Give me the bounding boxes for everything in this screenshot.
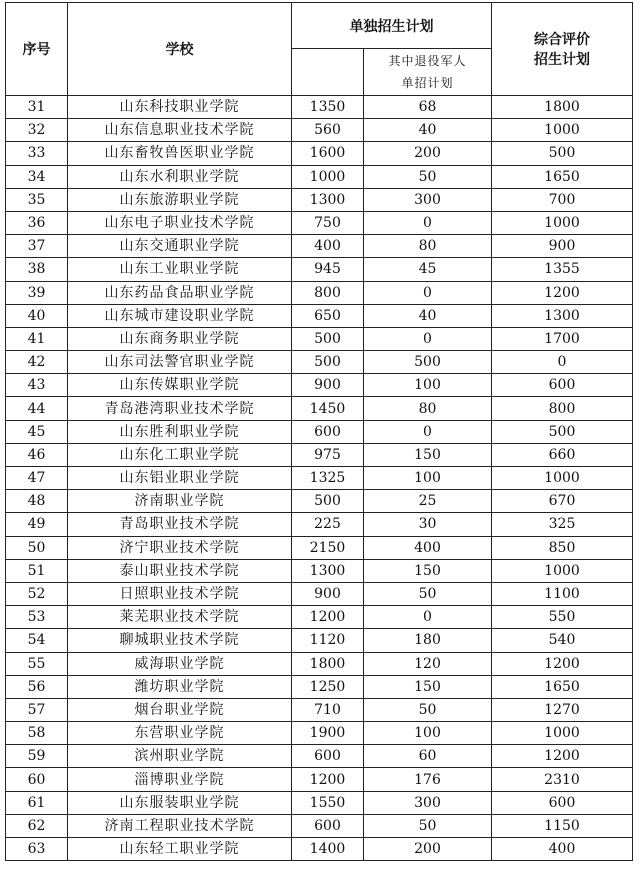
- cell-seq: 40: [6, 304, 68, 327]
- cell-veteran-plan: 300: [364, 791, 492, 814]
- cell-seq: 46: [6, 443, 68, 466]
- cell-comprehensive-plan: 1000: [492, 467, 633, 490]
- cell-comprehensive-plan: 550: [492, 606, 633, 629]
- cell-veteran-plan: 0: [364, 606, 492, 629]
- cell-comprehensive-plan: 1000: [492, 119, 633, 142]
- cell-school: 滨州职业学院: [68, 745, 292, 768]
- cell-comprehensive-plan: 540: [492, 629, 633, 652]
- cell-school: 山东科技职业学院: [68, 96, 292, 119]
- cell-veteran-plan: 45: [364, 258, 492, 281]
- cell-school: 山东轻工职业学院: [68, 838, 292, 861]
- cell-seq: 50: [6, 536, 68, 559]
- table-row: [6, 536, 633, 559]
- cell-single-plan: 1250: [292, 675, 364, 698]
- table-row: [6, 443, 633, 466]
- table-row: [6, 165, 633, 188]
- cell-school: 山东药品食品职业学院: [68, 281, 292, 304]
- cell-comprehensive-plan: 1800: [492, 96, 633, 119]
- cell-seq: 47: [6, 467, 68, 490]
- cell-single-plan: 600: [292, 745, 364, 768]
- cell-veteran-plan: 100: [364, 722, 492, 745]
- cell-seq: 59: [6, 745, 68, 768]
- header-comprehensive-line1: 综合评价: [534, 32, 590, 48]
- cell-comprehensive-plan: 325: [492, 513, 633, 536]
- header-veteran-line2: 单招计划: [401, 76, 454, 90]
- table-header: [6, 3, 633, 96]
- header-veteran: [364, 49, 492, 96]
- cell-seq: 53: [6, 606, 68, 629]
- cell-single-plan: 1400: [292, 838, 364, 861]
- table-row: [6, 467, 633, 490]
- cell-comprehensive-plan: 1270: [492, 698, 633, 721]
- cell-single-plan: 800: [292, 281, 364, 304]
- cell-seq: 37: [6, 235, 68, 258]
- cell-seq: 57: [6, 698, 68, 721]
- cell-school: 烟台职业学院: [68, 698, 292, 721]
- header-veteran-line1: 其中退役军人: [388, 54, 467, 68]
- cell-seq: 58: [6, 722, 68, 745]
- cell-veteran-plan: 300: [364, 188, 492, 211]
- cell-comprehensive-plan: 1000: [492, 722, 633, 745]
- header-comprehensive: [492, 3, 633, 96]
- table-row: [6, 791, 633, 814]
- cell-seq: 48: [6, 490, 68, 513]
- cell-veteran-plan: 0: [364, 420, 492, 443]
- cell-single-plan: 1450: [292, 397, 364, 420]
- cell-school: 青岛港湾职业技术学院: [68, 397, 292, 420]
- cell-single-plan: 1900: [292, 722, 364, 745]
- cell-single-plan: 500: [292, 327, 364, 350]
- table-row: [6, 188, 633, 211]
- table-row: [6, 652, 633, 675]
- cell-seq: 60: [6, 768, 68, 791]
- header-single-enrollment: 单独招生计划: [292, 3, 492, 49]
- table-row: [6, 304, 633, 327]
- cell-single-plan: 1200: [292, 606, 364, 629]
- cell-seq: 41: [6, 327, 68, 350]
- table-row: [6, 745, 633, 768]
- cell-comprehensive-plan: 500: [492, 420, 633, 443]
- cell-comprehensive-plan: 1200: [492, 745, 633, 768]
- cell-veteran-plan: 50: [364, 814, 492, 837]
- table-row: [6, 838, 633, 861]
- cell-veteran-plan: 100: [364, 467, 492, 490]
- table-row: [6, 490, 633, 513]
- cell-single-plan: 225: [292, 513, 364, 536]
- cell-seq: 43: [6, 374, 68, 397]
- cell-comprehensive-plan: 900: [492, 235, 633, 258]
- cell-seq: 52: [6, 582, 68, 605]
- cell-comprehensive-plan: 850: [492, 536, 633, 559]
- cell-school: 山东服装职业学院: [68, 791, 292, 814]
- cell-school: 山东商务职业学院: [68, 327, 292, 350]
- cell-seq: 63: [6, 838, 68, 861]
- cell-veteran-plan: 80: [364, 397, 492, 420]
- cell-school: 山东旅游职业学院: [68, 188, 292, 211]
- cell-single-plan: 1325: [292, 467, 364, 490]
- cell-comprehensive-plan: 1200: [492, 281, 633, 304]
- cell-comprehensive-plan: 1700: [492, 327, 633, 350]
- header-comprehensive-line2: 招生计划: [534, 52, 590, 68]
- cell-single-plan: 560: [292, 119, 364, 142]
- table-row: [6, 258, 633, 281]
- cell-single-plan: 945: [292, 258, 364, 281]
- cell-veteran-plan: 150: [364, 443, 492, 466]
- cell-school: 潍坊职业学院: [68, 675, 292, 698]
- cell-seq: 44: [6, 397, 68, 420]
- cell-single-plan: 650: [292, 304, 364, 327]
- cell-comprehensive-plan: 1650: [492, 165, 633, 188]
- cell-seq: 36: [6, 211, 68, 234]
- table-row: [6, 606, 633, 629]
- cell-single-plan: 1120: [292, 629, 364, 652]
- cell-comprehensive-plan: 1100: [492, 582, 633, 605]
- cell-single-plan: 900: [292, 374, 364, 397]
- table-row: [6, 119, 633, 142]
- table-row: [6, 629, 633, 652]
- cell-single-plan: 1300: [292, 188, 364, 211]
- cell-veteran-plan: 40: [364, 304, 492, 327]
- table-row: [6, 768, 633, 791]
- table-row: [6, 513, 633, 536]
- header-seq: 序号: [6, 3, 68, 96]
- cell-seq: 32: [6, 119, 68, 142]
- cell-school: 山东传媒职业学院: [68, 374, 292, 397]
- cell-single-plan: 1350: [292, 96, 364, 119]
- table-row: [6, 420, 633, 443]
- cell-veteran-plan: 0: [364, 281, 492, 304]
- cell-single-plan: 1300: [292, 559, 364, 582]
- cell-comprehensive-plan: 0: [492, 351, 633, 374]
- cell-seq: 62: [6, 814, 68, 837]
- cell-comprehensive-plan: 500: [492, 142, 633, 165]
- cell-single-plan: 600: [292, 814, 364, 837]
- table-row: [6, 142, 633, 165]
- cell-comprehensive-plan: 2310: [492, 768, 633, 791]
- cell-school: 威海职业学院: [68, 652, 292, 675]
- cell-seq: 56: [6, 675, 68, 698]
- table-row: [6, 351, 633, 374]
- cell-veteran-plan: 50: [364, 698, 492, 721]
- table-row: [6, 235, 633, 258]
- cell-seq: 34: [6, 165, 68, 188]
- table-row: [6, 96, 633, 119]
- cell-school: 日照职业技术学院: [68, 582, 292, 605]
- cell-seq: 35: [6, 188, 68, 211]
- cell-school: 山东城市建设职业学院: [68, 304, 292, 327]
- cell-school: 山东司法警官职业学院: [68, 351, 292, 374]
- cell-single-plan: 1550: [292, 791, 364, 814]
- cell-veteran-plan: 30: [364, 513, 492, 536]
- cell-seq: 39: [6, 281, 68, 304]
- cell-comprehensive-plan: 1650: [492, 675, 633, 698]
- cell-comprehensive-plan: 1300: [492, 304, 633, 327]
- cell-comprehensive-plan: 1200: [492, 652, 633, 675]
- cell-school: 聊城职业技术学院: [68, 629, 292, 652]
- table-row: [6, 374, 633, 397]
- cell-veteran-plan: 50: [364, 582, 492, 605]
- cell-seq: 42: [6, 351, 68, 374]
- cell-veteran-plan: 500: [364, 351, 492, 374]
- cell-comprehensive-plan: 600: [492, 791, 633, 814]
- cell-veteran-plan: 150: [364, 559, 492, 582]
- cell-school: 青岛职业技术学院: [68, 513, 292, 536]
- header-school: 学校: [68, 3, 292, 96]
- cell-veteran-plan: 80: [364, 235, 492, 258]
- cell-school: 山东水利职业学院: [68, 165, 292, 188]
- cell-comprehensive-plan: 1150: [492, 814, 633, 837]
- cell-veteran-plan: 176: [364, 768, 492, 791]
- cell-school: 东营职业学院: [68, 722, 292, 745]
- cell-single-plan: 975: [292, 443, 364, 466]
- cell-comprehensive-plan: 660: [492, 443, 633, 466]
- cell-school: 淄博职业学院: [68, 768, 292, 791]
- cell-veteran-plan: 180: [364, 629, 492, 652]
- cell-single-plan: 710: [292, 698, 364, 721]
- cell-school: 济南工程职业技术学院: [68, 814, 292, 837]
- cell-veteran-plan: 0: [364, 211, 492, 234]
- cell-single-plan: 2150: [292, 536, 364, 559]
- cell-comprehensive-plan: 700: [492, 188, 633, 211]
- cell-comprehensive-plan: 1000: [492, 211, 633, 234]
- cell-school: 山东电子职业技术学院: [68, 211, 292, 234]
- cell-single-plan: 400: [292, 235, 364, 258]
- cell-school: 山东工业职业学院: [68, 258, 292, 281]
- cell-seq: 33: [6, 142, 68, 165]
- table-row: [6, 327, 633, 350]
- cell-comprehensive-plan: 1355: [492, 258, 633, 281]
- cell-single-plan: 1000: [292, 165, 364, 188]
- table-row: [6, 211, 633, 234]
- cell-single-plan: 500: [292, 490, 364, 513]
- cell-comprehensive-plan: 600: [492, 374, 633, 397]
- cell-seq: 54: [6, 629, 68, 652]
- table-row: [6, 281, 633, 304]
- cell-single-plan: 1800: [292, 652, 364, 675]
- cell-seq: 45: [6, 420, 68, 443]
- cell-veteran-plan: 68: [364, 96, 492, 119]
- table-body: [6, 96, 633, 861]
- cell-comprehensive-plan: 800: [492, 397, 633, 420]
- cell-school: 山东信息职业技术学院: [68, 119, 292, 142]
- table-row: [6, 397, 633, 420]
- cell-seq: 61: [6, 791, 68, 814]
- cell-seq: 38: [6, 258, 68, 281]
- enrollment-plan-table: [5, 2, 633, 861]
- cell-single-plan: 900: [292, 582, 364, 605]
- cell-single-plan: 500: [292, 351, 364, 374]
- cell-veteran-plan: 100: [364, 374, 492, 397]
- table-row: [6, 559, 633, 582]
- cell-single-plan: 1600: [292, 142, 364, 165]
- cell-single-plan: 600: [292, 420, 364, 443]
- table-row: [6, 698, 633, 721]
- cell-school: 山东交通职业学院: [68, 235, 292, 258]
- cell-school: 济南职业学院: [68, 490, 292, 513]
- cell-veteran-plan: 200: [364, 142, 492, 165]
- cell-school: 山东铝业职业学院: [68, 467, 292, 490]
- cell-comprehensive-plan: 400: [492, 838, 633, 861]
- table-row: [6, 814, 633, 837]
- cell-veteran-plan: 50: [364, 165, 492, 188]
- cell-school: 山东胜利职业学院: [68, 420, 292, 443]
- cell-seq: 31: [6, 96, 68, 119]
- cell-school: 莱芜职业技术学院: [68, 606, 292, 629]
- cell-seq: 49: [6, 513, 68, 536]
- table-row: [6, 722, 633, 745]
- cell-veteran-plan: 400: [364, 536, 492, 559]
- cell-veteran-plan: 60: [364, 745, 492, 768]
- cell-single-plan: 750: [292, 211, 364, 234]
- cell-comprehensive-plan: 670: [492, 490, 633, 513]
- cell-school: 济宁职业技术学院: [68, 536, 292, 559]
- cell-school: 山东化工职业学院: [68, 443, 292, 466]
- cell-school: 山东畜牧兽医职业学院: [68, 142, 292, 165]
- table-row: [6, 675, 633, 698]
- cell-veteran-plan: 40: [364, 119, 492, 142]
- cell-veteran-plan: 0: [364, 327, 492, 350]
- cell-seq: 51: [6, 559, 68, 582]
- cell-veteran-plan: 120: [364, 652, 492, 675]
- table-row: [6, 582, 633, 605]
- cell-veteran-plan: 200: [364, 838, 492, 861]
- cell-veteran-plan: 25: [364, 490, 492, 513]
- cell-school: 泰山职业技术学院: [68, 559, 292, 582]
- cell-comprehensive-plan: 1000: [492, 559, 633, 582]
- cell-seq: 55: [6, 652, 68, 675]
- cell-veteran-plan: 150: [364, 675, 492, 698]
- header-single-blank: [292, 49, 364, 96]
- cell-single-plan: 1200: [292, 768, 364, 791]
